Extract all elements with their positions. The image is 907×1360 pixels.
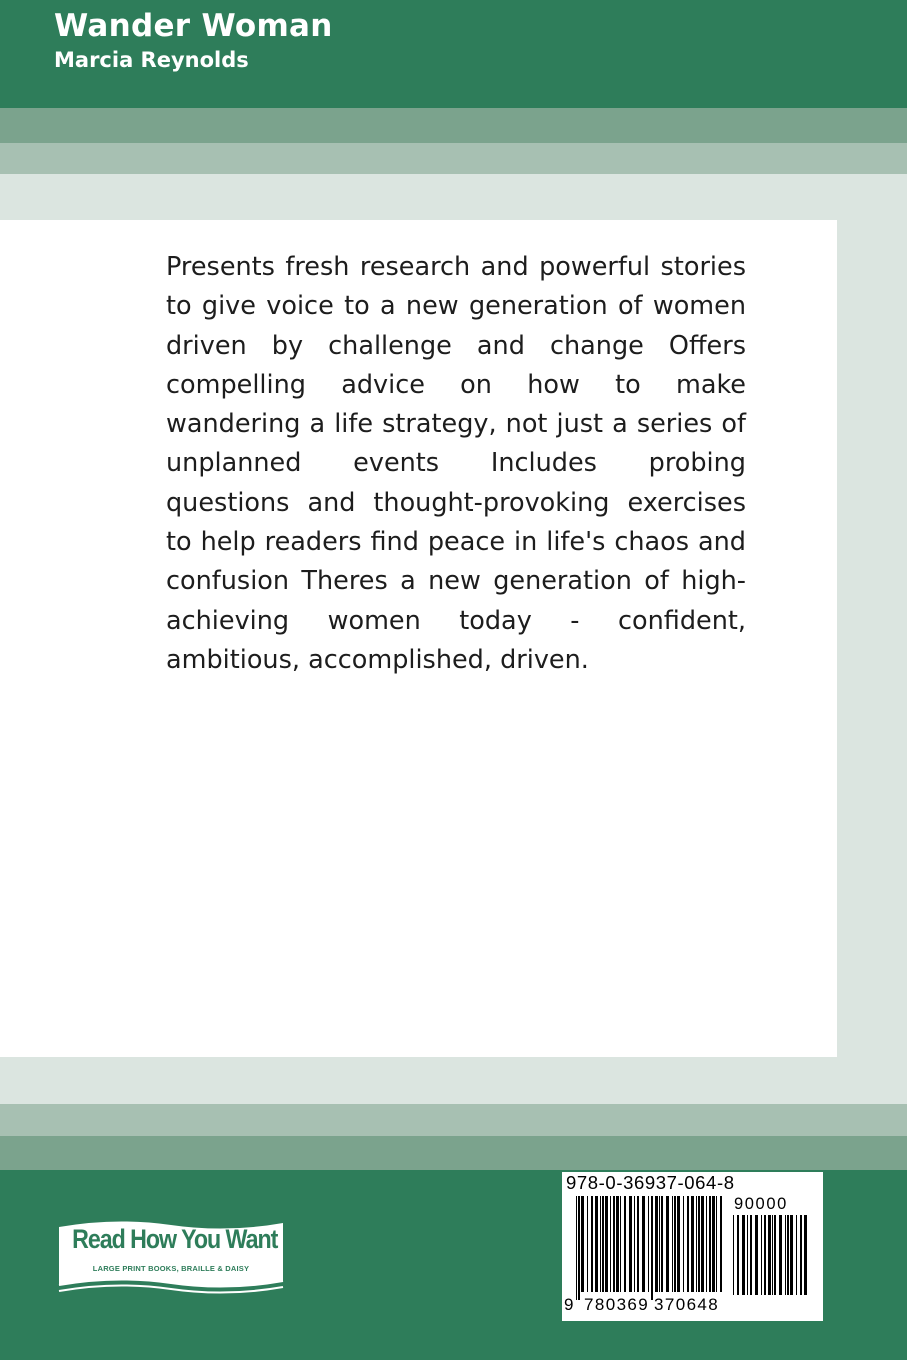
logo-wordmark: Read How You Want	[72, 1224, 278, 1254]
bottom-stripe-dark	[0, 1136, 907, 1170]
logo-tagline: LARGE PRINT BOOKS, BRAILLE & DAISY	[92, 1264, 250, 1273]
price-code: 90000	[734, 1195, 788, 1213]
top-stripe-light	[0, 143, 907, 174]
bottom-stripe-light	[0, 1104, 907, 1136]
ean-left-digits: 780369	[584, 1295, 650, 1314]
book-title: Wander Woman	[54, 8, 333, 44]
publisher-logo	[56, 1219, 286, 1297]
book-description: Presents fresh research and powerful stories to give voice to a new generation of women driven by challenge and change Offers compelling advice on how to make wandering a life strategy, not just a series of unplanned events Includes probing questions and thought-provoking exercises to help readers find peace in life's chaos and confusion Theres a new generation of high-achieving women today - confident, ambitious, accomplished, driven.	[166, 252, 746, 675]
isbn-barcode	[562, 1172, 823, 1321]
header-band	[0, 0, 907, 108]
addon-barcode-bars-icon	[733, 1215, 811, 1295]
isbn-number: 978-0-36937-064-8	[566, 1172, 735, 1193]
book-author: Marcia Reynolds	[54, 48, 249, 72]
ean-right-digits: 370648	[654, 1295, 720, 1314]
top-stripe-dark	[0, 108, 907, 143]
ean-first-digit: 9	[564, 1295, 574, 1314]
barcode-bars-icon	[576, 1196, 726, 1300]
